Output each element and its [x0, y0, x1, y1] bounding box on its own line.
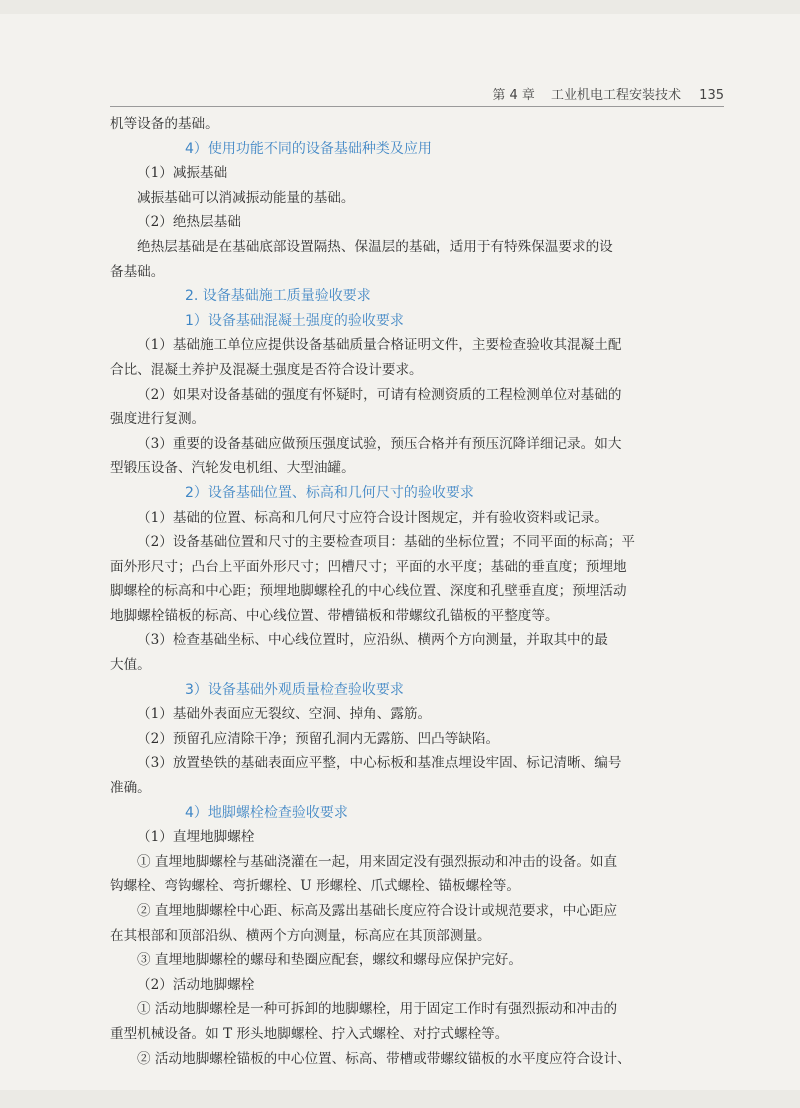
chapter-label: 第 4 章: [492, 88, 535, 103]
section-heading: 4）使用功能不同的设备基础种类及应用: [185, 140, 432, 157]
text-line: 在其根部和顶部沿纵、横两个方向测量，标高应在其顶部测量。: [110, 927, 491, 944]
section-heading: 2）设备基础位置、标高和几何尺寸的验收要求: [185, 484, 474, 501]
text-line: 钩螺栓、弯钩螺栓、弯折螺栓、U 形螺栓、爪式螺栓、锚板螺栓等。: [110, 878, 520, 895]
text-line: 面外形尺寸；凸台上平面外形尺寸；凹槽尺寸；平面的水平度；基础的垂直度；预埋地: [110, 558, 627, 575]
text-line: （2）绝热层基础: [137, 214, 241, 231]
page-body: [110, 112, 724, 1071]
text-line: 强度进行复测。: [110, 411, 206, 428]
page-number: 135: [699, 88, 724, 103]
text-line: （3）检查基础坐标、中心线位置时，应沿纵、横两个方向测量，并取其中的最: [137, 632, 608, 649]
text-line: ① 直埋地脚螺栓与基础浇灌在一起，用来固定没有强烈振动和冲击的设备。如直: [137, 853, 618, 870]
text-line: （2）预留孔应清除干净；预留孔洞内无露筋、凹凸等缺陷。: [137, 730, 500, 747]
text-line: ③ 直埋地脚螺栓的螺母和垫圈应配套，螺纹和螺母应保护完好。: [137, 952, 522, 969]
text-line: 重型机械设备。如 T 形头地脚螺栓、拧入式螺栓、对拧式螺栓等。: [110, 1025, 509, 1042]
text-line: ② 直埋地脚螺栓中心距、标高及露出基础长度应符合设计或规范要求，中心距应: [137, 903, 618, 919]
text-line: 备基础。: [110, 263, 165, 280]
scan-edge-bottom: [0, 1090, 800, 1108]
text-line: （2）如果对设备基础的强度有怀疑时，可请有检测资质的工程检测单位对基础的: [137, 386, 622, 403]
scan-edge-top: [0, 0, 800, 14]
section-heading: 1）设备基础混凝土强度的验收要求: [185, 312, 404, 329]
section-heading: 4）地脚螺栓检查验收要求: [185, 804, 348, 821]
text-line: 准确。: [110, 780, 151, 797]
text-line: ① 活动地脚螺栓是一种可拆卸的地脚螺栓，用于固定工作时有强烈振动和冲击的: [137, 1001, 618, 1018]
text-line: 大值。: [110, 657, 151, 674]
text-line: 机等设备的基础。: [110, 116, 219, 132]
text-line: （1）直埋地脚螺栓: [137, 829, 255, 846]
running-header: [110, 84, 724, 107]
text-line: 脚螺栓的标高和中心距；预埋地脚螺栓孔的中心线位置、深度和孔壁垂直度；预埋活动: [110, 583, 627, 600]
text-line: （2）设备基础位置和尺寸的主要检查项目：基础的坐标位置；不同平面的标高；平: [137, 534, 636, 551]
chapter-title: 工业机电工程安装技术: [551, 88, 682, 103]
text-line: （3）放置垫铁的基础表面应平整，中心标板和基准点埋设牢固、标记清晰、编号: [137, 755, 622, 772]
header-text: [492, 84, 724, 103]
text-line: 绝热层基础是在基础底部设置隔热、保温层的基础，适用于有特殊保温要求的设: [137, 238, 613, 255]
section-heading: 3）设备基础外观质量检查验收要求: [185, 681, 404, 698]
text-line: （1）基础外表面应无裂纹、空洞、掉角、露筋。: [137, 706, 432, 723]
section-heading: 2. 设备基础施工质量验收要求: [185, 288, 371, 305]
text-line: 型锻压设备、汽轮发电机组、大型油罐。: [110, 460, 355, 477]
text-line: 减振基础可以消减振动能量的基础。: [137, 189, 355, 206]
text-line: 地脚螺栓锚板的标高、中心线位置、带槽锚板和带螺纹孔锚板的平整度等。: [110, 607, 559, 624]
text-line: 合比、混凝土养护及混凝土强度是否符合设计要求。: [110, 361, 423, 378]
text-line: （3）重要的设备基础应做预压强度试验，预压合格并有预压沉降详细记录。如大: [137, 435, 622, 452]
text-line: ② 活动地脚螺栓锚板的中心位置、标高、带槽或带螺纹锚板的水平度应符合设计、: [137, 1050, 631, 1067]
text-line: （2）活动地脚螺栓: [137, 976, 255, 993]
text-line: （1）减振基础: [137, 165, 228, 182]
text-line: （1）基础的位置、标高和几何尺寸应符合设计图规定，并有验收资料或记录。: [137, 509, 608, 526]
text-line: （1）基础施工单位应提供设备基础质量合格证明文件，主要检查验收其混凝土配: [137, 337, 622, 354]
